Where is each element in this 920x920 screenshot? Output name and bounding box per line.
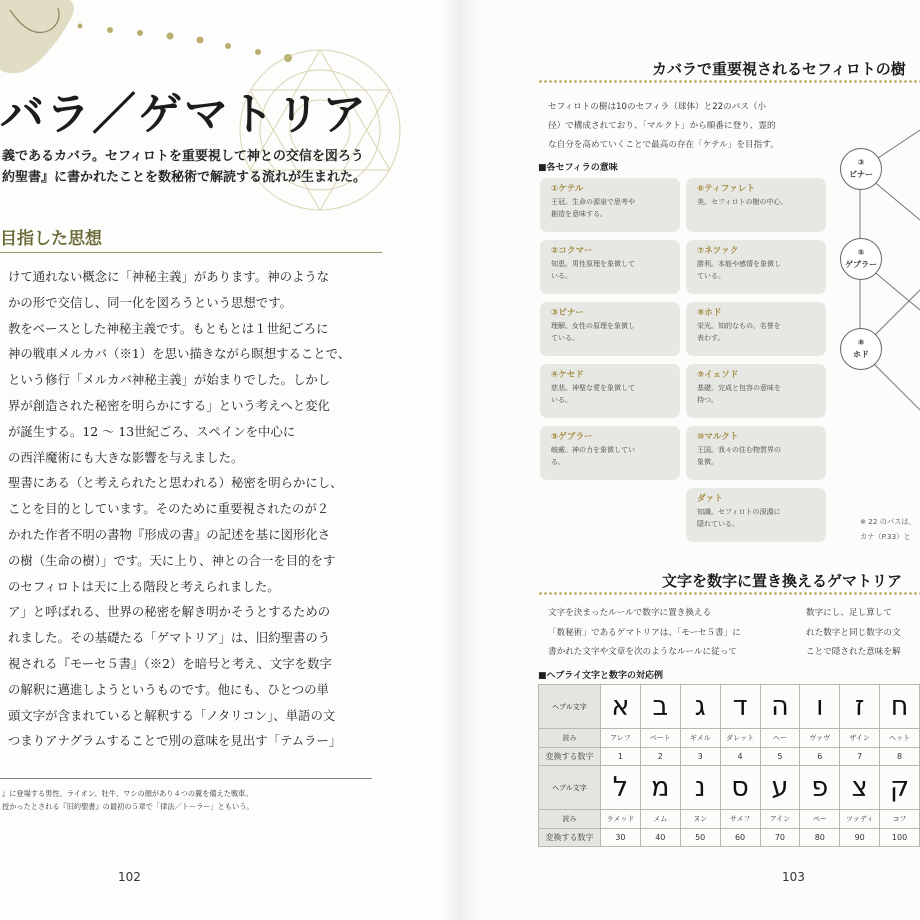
text-line: 「数秘術」であるゲマトリアは、「モーセ５書」に	[548, 627, 741, 638]
desc-line: 理解。女性の原理を象徴し	[551, 322, 635, 330]
section-heading: 目指した思想	[0, 229, 102, 249]
section-divider	[0, 252, 382, 253]
sephira-desc	[697, 506, 826, 530]
value-cell: 100	[880, 829, 920, 847]
reading-cell: ヴァヴ	[800, 729, 840, 748]
hebrew-letter: ו	[800, 685, 840, 729]
sephira-desc	[697, 320, 826, 344]
sephira-card	[686, 488, 826, 542]
sephira-card	[540, 240, 680, 294]
body-line: かれた作者不明の書物『形成の書』の記述を基に図形化さ	[8, 526, 331, 542]
body-line: 視される『モーセ５書』（※2）を暗号と考え、文字を数字	[8, 655, 332, 671]
sephira-desc	[551, 196, 680, 220]
tree-node-geburah	[840, 238, 882, 280]
right-page	[460, 0, 920, 920]
reading-cell: ヘット	[880, 729, 920, 748]
hebrew-letter: ע	[760, 766, 800, 810]
hebrew-letter: נ	[680, 766, 720, 810]
body-text	[8, 264, 388, 754]
row-label: ヘブル文字	[539, 685, 601, 729]
reading-cell: ザイン	[840, 729, 880, 748]
table-row-readings-bottom	[539, 810, 920, 829]
value-cell: 60	[720, 829, 760, 847]
body-line: 聖書にある（と考えられたと思われる）秘密を明らかにし、	[8, 475, 343, 491]
reading-cell: ヌン	[680, 810, 720, 829]
sephirot-intro	[548, 98, 848, 155]
node-number: ⑤	[857, 248, 865, 257]
node-number: ③	[857, 158, 865, 167]
page-number: 102	[118, 870, 141, 884]
sephira-card	[540, 426, 680, 480]
row-label: 読み	[539, 810, 601, 829]
node-name: ビナー	[849, 170, 873, 179]
table-row-letters-top	[539, 685, 920, 729]
desc-line: 慈悲。神聖な愛を象徴して	[551, 384, 635, 392]
desc-line: 表わす。	[697, 334, 725, 342]
sephira-card	[686, 302, 826, 356]
value-cell: 5	[760, 748, 800, 766]
heading-underline-dots	[538, 80, 920, 83]
sephira-card	[540, 178, 680, 232]
value-cell: 3	[680, 748, 720, 766]
sephira-desc	[551, 382, 680, 406]
sephira-name: ⑥ティファレト	[697, 184, 755, 194]
desc-line: 持つ。	[697, 396, 718, 404]
reading-cell: メム	[640, 810, 680, 829]
sephira-name: ⑧ホド	[697, 308, 722, 318]
text-line: 数字にし、足し算して	[806, 608, 892, 618]
hebrew-letter: ק	[880, 766, 920, 810]
body-line: 界が創造された秘密を明らかにする」という考えへと変化	[8, 397, 330, 413]
desc-line: 象徴。	[697, 458, 718, 466]
gematria-text-right	[806, 604, 901, 663]
reading-cell: ラメッド	[601, 810, 641, 829]
footnote: 』に登場する男性、ライオン、牡牛、ワシの顔があり４つの翼を備えた戦車。	[2, 789, 253, 798]
body-line: ことを目的としています。そのために重要視されたのが２	[8, 501, 330, 517]
reading-cell: ダレット	[720, 729, 760, 748]
body-line: 頭文字が含まれていると解釈する「ノタリコン」、単語の文	[8, 707, 336, 723]
hebrew-letter: ס	[720, 766, 760, 810]
hebrew-number-table	[538, 684, 920, 847]
desc-line: 勝利。本能や感情を象徴し	[697, 260, 781, 268]
table-row-letters-bottom	[539, 766, 920, 810]
tree-node-hod	[840, 328, 882, 370]
sephira-desc	[697, 258, 826, 282]
sephira-card	[686, 426, 826, 480]
desc-line: る。	[551, 458, 565, 466]
sephira-name: ⑨イェソド	[697, 370, 739, 380]
desc-line: ている。	[697, 272, 725, 280]
table-row-values-top	[539, 748, 920, 766]
hebrew-letter: פ	[800, 766, 840, 810]
sephira-card	[686, 364, 826, 418]
sephira-desc	[697, 196, 826, 208]
sephira-card	[540, 364, 680, 418]
sephira-name: ⑤ゲブラー	[551, 432, 593, 442]
intro-line: セフィロトの樹は10のセフィラ（球体）と22のパス（小	[548, 102, 767, 112]
value-cell: 90	[840, 829, 880, 847]
value-cell: 40	[640, 829, 680, 847]
text-line: ことで隠された意味を解	[806, 647, 901, 658]
sephira-name: ⑩マルクト	[697, 432, 739, 442]
reading-cell: ペー	[800, 810, 840, 829]
row-label: 読み	[539, 729, 601, 748]
row-label: 変換する数字	[539, 829, 601, 847]
body-line: の解釈に邁進しようというものです。他にも、ひとつの単	[8, 681, 329, 697]
desc-line: 知恵。男性原理を象徴して	[551, 260, 635, 268]
value-cell: 7	[840, 748, 880, 766]
reading-cell: ヘー	[760, 729, 800, 748]
text-line: 文字を決まったルールで数字に置き換える	[548, 608, 712, 618]
intro-line: 径）で構成されており、「マルクト」から順番に登り、霊的	[548, 121, 776, 131]
reading-cell: ギメル	[680, 729, 720, 748]
hebrew-letter: ז	[840, 685, 880, 729]
tree-node-binah	[840, 148, 882, 190]
body-line: の樹（生命の樹）」です。天に上り、神との合一を目的をす	[8, 552, 336, 568]
footnote: 授かったとされる『旧約聖書』の最初の５章で「律法／トーラー」ともいう。	[2, 802, 254, 811]
hebrew-letter: ב	[640, 685, 680, 729]
hebrew-letter: א	[601, 685, 641, 729]
hebrew-letter: ה	[760, 685, 800, 729]
body-line: けて通れない概念に「神秘主義」があります。神のような	[8, 269, 330, 284]
footnote-divider	[0, 778, 372, 779]
intro-line: 義であるカバラ。セフィロトを重要視して神との交信を図ろう	[2, 149, 364, 164]
gematria-text-left	[548, 604, 741, 663]
sephira-name: ④ケセド	[551, 370, 584, 380]
desc-line: いる。	[551, 272, 572, 280]
desc-line: いる。	[551, 396, 572, 404]
desc-line: 美。セフィロトの樹の中心。	[697, 198, 788, 206]
reading-cell: コフ	[880, 810, 920, 829]
sephira-desc	[551, 320, 680, 344]
heading-underline-dots	[538, 592, 920, 595]
sephira-desc	[551, 258, 680, 282]
sephira-card	[686, 178, 826, 232]
body-line: 教をベースとした神秘主義です。もともとは１世紀ごろに	[8, 320, 329, 336]
book-gutter	[440, 0, 480, 920]
note-line: ※ 22 のパスは、	[860, 517, 916, 526]
body-line: が誕生する。12 ～ 13世紀ごろ、スペインを中心に	[8, 423, 296, 439]
reading-cell: ツァディ	[840, 810, 880, 829]
sephira-desc	[697, 382, 826, 406]
desc-line: 峻厳。神の力を象徴してい	[551, 446, 635, 454]
hebrew-letter: ל	[601, 766, 641, 810]
value-cell: 50	[680, 829, 720, 847]
sephira-name: ①ケテル	[551, 184, 584, 194]
desc-line: 栄光。知的なもの、名誉を	[697, 322, 781, 330]
value-cell: 8	[880, 748, 920, 766]
intro-line: な自分を高めていくことで最高の存在「ケテル」を目指す。	[548, 140, 779, 150]
hebrew-letter: צ	[840, 766, 880, 810]
row-label: ヘブル文字	[539, 766, 601, 810]
body-line: 神の戦車メルカバ（※1）を思い描きながら瞑想することで、	[8, 346, 351, 362]
text-line: 書かれた文字や文章を次のようなルールに従って	[548, 647, 737, 658]
body-line: の西洋魔術にも大きな影響を与えました。	[8, 449, 244, 465]
value-cell: 30	[601, 829, 641, 847]
note-line: カナ（P.33）と	[860, 532, 911, 541]
reading-cell: アレフ	[601, 729, 641, 748]
sephira-desc	[697, 444, 826, 468]
section-heading-sephirot: カバラで重要視されるセフィロトの樹	[652, 60, 906, 78]
sephira-meaning-label: ■各セフィラの意味	[538, 163, 618, 173]
intro-line: 約聖書』に書かれたことを数秘術で解読する流れが生まれた。	[2, 170, 367, 185]
body-line: かの形で交信し、同一化を図ろうという思想です。	[8, 294, 292, 310]
value-cell: 4	[720, 748, 760, 766]
sephira-name: ②コクマー	[551, 246, 593, 256]
sephira-name: ダァト	[697, 494, 723, 504]
tree-note	[860, 514, 916, 544]
sephira-desc	[551, 444, 680, 468]
reading-cell: サメフ	[720, 810, 760, 829]
reading-cell: アイン	[760, 810, 800, 829]
value-cell: 80	[800, 829, 840, 847]
node-name: ホド	[853, 350, 869, 359]
body-line: つまりアナグラムすることで別の意味を見出す「テムラー」	[8, 733, 342, 749]
page-title: バラ／ゲマトリア	[0, 89, 368, 140]
desc-line: 基礎。完成と包容の意味を	[697, 384, 781, 392]
desc-line: 王冠。生命の源泉で思考や	[551, 198, 635, 206]
desc-line: 隠れている。	[697, 520, 739, 528]
node-name: ゲブラー	[845, 260, 877, 269]
section-heading-gematria: 文字を数字に置き換えるゲマトリア	[662, 572, 903, 590]
sephira-name: ③ビナー	[551, 308, 585, 318]
node-number: ⑧	[857, 338, 865, 347]
footnotes	[2, 787, 372, 813]
desc-line: 王国。我々の住む物質界の	[697, 446, 781, 454]
table-row-readings-top	[539, 729, 920, 748]
desc-line: ている。	[551, 334, 579, 342]
value-cell: 1	[601, 748, 641, 766]
hebrew-letter: ג	[680, 685, 720, 729]
sephira-card	[686, 240, 826, 294]
table-row-values-bottom	[539, 829, 920, 847]
hebrew-letter: ח	[880, 685, 920, 729]
intro-lead	[2, 146, 382, 188]
sephira-card	[540, 302, 680, 356]
body-line: のセフィロトは天に上る階段と考えられました。	[8, 578, 280, 594]
body-line: れました。その基礎たる「ゲマトリア」は、旧約聖書のう	[8, 630, 331, 646]
value-cell: 6	[800, 748, 840, 766]
value-cell: 2	[640, 748, 680, 766]
reading-cell: ベート	[640, 729, 680, 748]
page-number: 103	[782, 870, 805, 884]
sephira-name: ⑦ネツァク	[697, 246, 739, 256]
body-line: ア」と呼ばれる、世界の秘密を解き明かそうとするための	[8, 604, 331, 620]
value-cell: 70	[760, 829, 800, 847]
hebrew-letter: מ	[640, 766, 680, 810]
desc-line: 創造を意味する。	[551, 210, 607, 218]
table-label: ■ヘブライ文字と数字の対応例	[538, 671, 663, 681]
text-line: れた数字と同じ数字の文	[806, 627, 901, 638]
body-line: という修行「メルカバ神秘主義」が始まりでした。しかし	[8, 372, 331, 388]
desc-line: 知識。セフィロトの深淵に	[697, 508, 781, 516]
hebrew-letter: ד	[720, 685, 760, 729]
row-label: 変換する数字	[539, 748, 601, 766]
